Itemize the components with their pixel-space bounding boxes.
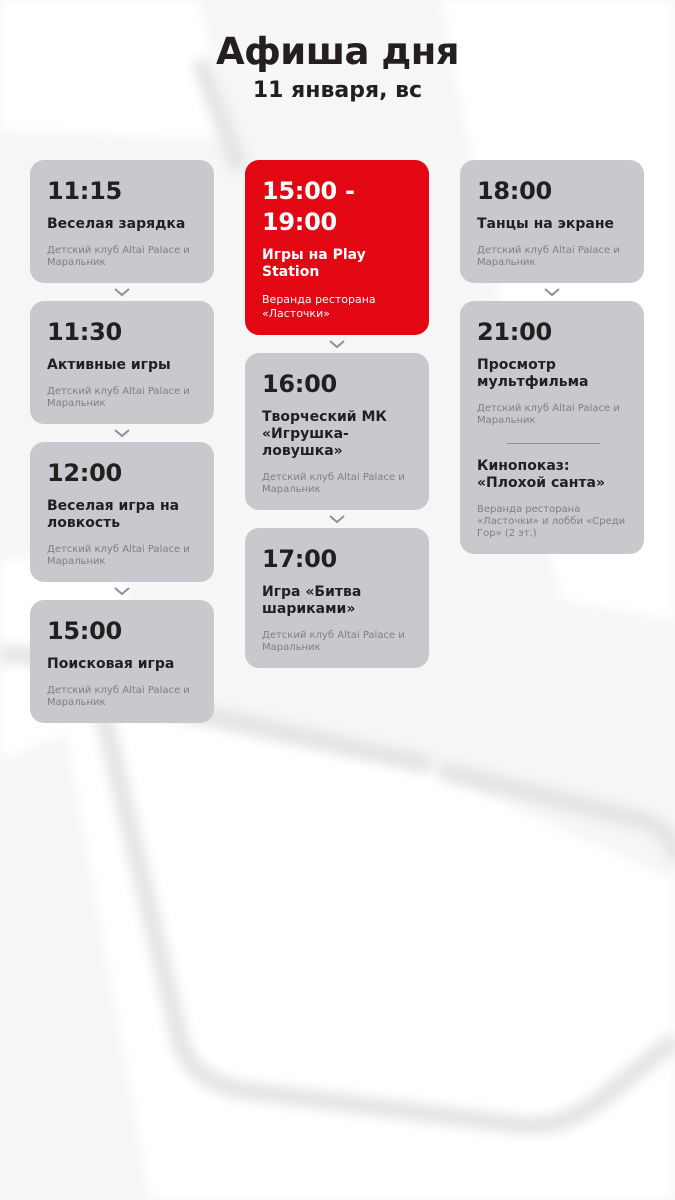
event-time: 17:00 [262, 545, 337, 573]
event-time: 16:00 [262, 370, 337, 398]
event-name: Веселая игра на ловкость [47, 498, 180, 531]
chevron-down-icon [30, 283, 214, 301]
chevron-down-icon [30, 424, 214, 442]
event-name: Поисковая игра [47, 656, 175, 672]
card-divider [507, 443, 600, 444]
page-title: Афиша дня [215, 30, 460, 73]
event-name-secondary: Кинопоказ: «Плохой санта» [477, 458, 605, 491]
event-card [30, 160, 214, 283]
chevron-down-icon [30, 582, 214, 600]
event-place: Детский клуб Altai Palace и Маральник [47, 386, 190, 409]
event-card-highlighted [245, 160, 429, 335]
event-time: 21:00 [477, 318, 552, 346]
event-name: Просмотр мультфильма [477, 357, 589, 390]
page-header [0, 30, 675, 106]
event-place: Детский клуб Altai Palace и Маральник [477, 245, 620, 268]
event-card [245, 353, 429, 510]
event-card [460, 301, 644, 554]
event-name: Игры на Play Station [262, 247, 366, 280]
event-name: Веселая зарядка [47, 216, 186, 232]
event-name: Игра «Битва шариками» [262, 584, 362, 617]
event-card [245, 528, 429, 668]
schedule-column-2 [245, 160, 429, 668]
event-place: Детский клуб Altai Palace и Маральник [262, 472, 405, 495]
event-time: 11:15 [47, 177, 122, 205]
event-card [460, 160, 644, 283]
event-time: 12:00 [47, 459, 122, 487]
event-place: Детский клуб Altai Palace и Маральник [262, 630, 405, 653]
event-card [30, 442, 214, 582]
event-name: Творческий МК «Игрушка-ловушка» [262, 409, 387, 459]
event-time: 15:00 [47, 617, 122, 645]
chevron-down-icon [245, 335, 429, 353]
event-place: Детский клуб Altai Palace и Маральник [477, 403, 620, 426]
event-time: 11:30 [47, 318, 122, 346]
chevron-down-icon [460, 283, 644, 301]
event-card [30, 600, 214, 723]
schedule-column-3 [460, 160, 644, 554]
event-card [30, 301, 214, 424]
event-place: Веранда ресторана «Ласточки» [262, 293, 376, 320]
event-place: Детский клуб Altai Palace и Маральник [47, 685, 190, 708]
event-time: 15:00 - 19:00 [262, 177, 355, 236]
event-time: 18:00 [477, 177, 552, 205]
event-name: Танцы на экране [477, 216, 615, 232]
schedule-column-1 [30, 160, 214, 723]
page-date: 11 января, вс [252, 78, 423, 103]
chevron-down-icon [245, 510, 429, 528]
event-place: Детский клуб Altai Palace и Маральник [47, 544, 190, 567]
event-name: Активные игры [47, 357, 171, 373]
event-place-secondary: Веранда ресторана «Ласточки» и лобби «Среди Гор» (2 эт.) [477, 504, 626, 539]
event-place: Детский клуб Altai Palace и Маральник [47, 245, 190, 268]
